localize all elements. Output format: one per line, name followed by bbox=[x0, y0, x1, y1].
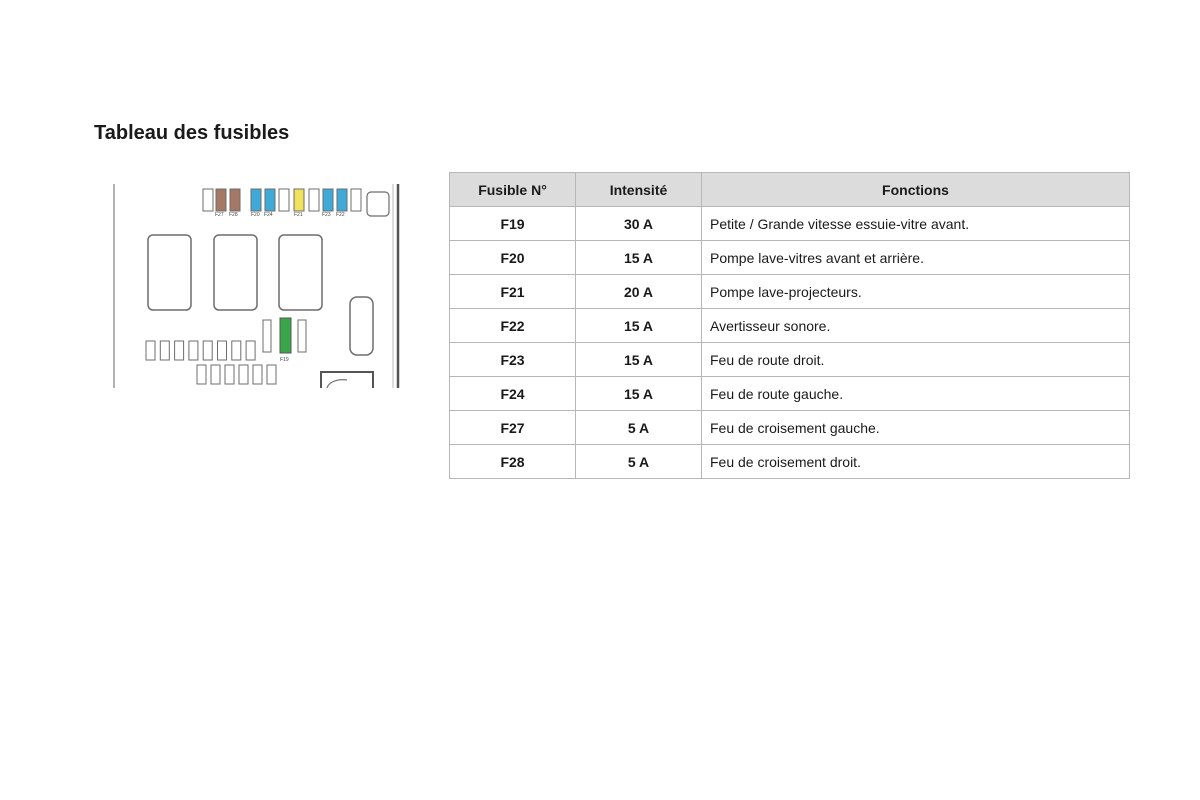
fuse-f23 bbox=[323, 189, 333, 211]
fuse-f24 bbox=[265, 189, 275, 211]
fuse-number: F27 bbox=[450, 411, 576, 445]
fuse-slot bbox=[211, 365, 220, 384]
fuse-slot bbox=[263, 320, 271, 352]
fuse-slot bbox=[189, 341, 198, 360]
fuse-label-f24: F24 bbox=[264, 212, 273, 218]
fuse-slot bbox=[309, 189, 319, 211]
fuse-label-f20: F20 bbox=[251, 212, 260, 218]
fuse-number: F23 bbox=[450, 343, 576, 377]
table-header-row bbox=[450, 173, 1130, 207]
fuse-table bbox=[449, 172, 1130, 479]
fuse-intensity: 30 A bbox=[576, 207, 702, 241]
fuse-intensity: 15 A bbox=[576, 343, 702, 377]
fuse-slot bbox=[146, 341, 155, 360]
page-title: Tableau des fusibles bbox=[94, 122, 290, 144]
table-row bbox=[450, 241, 1130, 275]
fuse-function: Feu de croisement droit. bbox=[702, 445, 1130, 479]
fuse-intensity: 15 A bbox=[576, 241, 702, 275]
fuse-number: F20 bbox=[450, 241, 576, 275]
fuse-function: Feu de croisement gauche. bbox=[702, 411, 1130, 445]
fuse-slot bbox=[351, 189, 361, 211]
table-row bbox=[450, 377, 1130, 411]
fuse-function: Feu de route gauche. bbox=[702, 377, 1130, 411]
fuse-number: F19 bbox=[450, 207, 576, 241]
fuse-slot bbox=[267, 365, 276, 384]
relay-socket-small bbox=[367, 192, 389, 216]
table-row bbox=[450, 207, 1130, 241]
fuse-intensity: 5 A bbox=[576, 411, 702, 445]
fuse-slot bbox=[279, 189, 289, 211]
fuse-f27 bbox=[216, 189, 226, 211]
fuse-f21 bbox=[294, 189, 304, 211]
lower-fuse-row-1 bbox=[146, 341, 255, 360]
lower-fuse-row-2 bbox=[197, 365, 276, 384]
fuse-number: F28 bbox=[450, 445, 576, 479]
fuse-slot bbox=[239, 365, 248, 384]
fuse-slot bbox=[253, 365, 262, 384]
fuse-number: F21 bbox=[450, 275, 576, 309]
fuse-label-f19: F19 bbox=[280, 357, 289, 363]
fuse-f28 bbox=[230, 189, 240, 211]
table-row bbox=[450, 275, 1130, 309]
table-row bbox=[450, 411, 1130, 445]
fuse-slot bbox=[160, 341, 169, 360]
fuse-label-f21: F21 bbox=[294, 212, 303, 218]
table-row bbox=[450, 309, 1130, 343]
fuse-slot bbox=[218, 341, 227, 360]
fuse-label-f23: F23 bbox=[322, 212, 331, 218]
fuse-function: Feu de route droit. bbox=[702, 343, 1130, 377]
table-row bbox=[450, 445, 1130, 479]
fuse-intensity: 5 A bbox=[576, 445, 702, 479]
fuse-function: Avertisseur sonore. bbox=[702, 309, 1130, 343]
header-intensity: Intensité bbox=[576, 173, 702, 207]
fuse-function: Pompe lave-vitres avant et arrière. bbox=[702, 241, 1130, 275]
fuse-slot bbox=[246, 341, 255, 360]
fuse-number: F24 bbox=[450, 377, 576, 411]
header-functions: Fonctions bbox=[702, 173, 1130, 207]
connector-curve bbox=[327, 380, 347, 388]
fuse-function: Petite / Grande vitesse essuie-vitre avant. bbox=[702, 207, 1130, 241]
fuse-f19 bbox=[280, 318, 291, 353]
top-fuse-row bbox=[203, 189, 361, 211]
oval-relay bbox=[350, 297, 373, 355]
fuse-label-f22: F22 bbox=[336, 212, 345, 218]
fuse-box-diagram bbox=[95, 180, 405, 392]
relay-3 bbox=[279, 235, 322, 310]
fuse-function: Pompe lave-projecteurs. bbox=[702, 275, 1130, 309]
fuse-slot bbox=[298, 320, 306, 352]
fuse-label-f27: F27 bbox=[215, 212, 224, 218]
fuse-number: F22 bbox=[450, 309, 576, 343]
relay-2 bbox=[214, 235, 257, 310]
fuse-slot bbox=[175, 341, 184, 360]
table-row bbox=[450, 343, 1130, 377]
fuse-slot bbox=[225, 365, 234, 384]
fuse-f22 bbox=[337, 189, 347, 211]
fuse-slot bbox=[197, 365, 206, 384]
fuse-intensity: 20 A bbox=[576, 275, 702, 309]
fuse-intensity: 15 A bbox=[576, 309, 702, 343]
fuse-slot bbox=[203, 189, 213, 211]
relay-1 bbox=[148, 235, 191, 310]
fuse-intensity: 15 A bbox=[576, 377, 702, 411]
fuse-slot bbox=[232, 341, 241, 360]
fuse-f20 bbox=[251, 189, 261, 211]
fuse-label-f28: F28 bbox=[229, 212, 238, 218]
fuse-slot bbox=[203, 341, 212, 360]
header-fuse-number: Fusible N° bbox=[450, 173, 576, 207]
